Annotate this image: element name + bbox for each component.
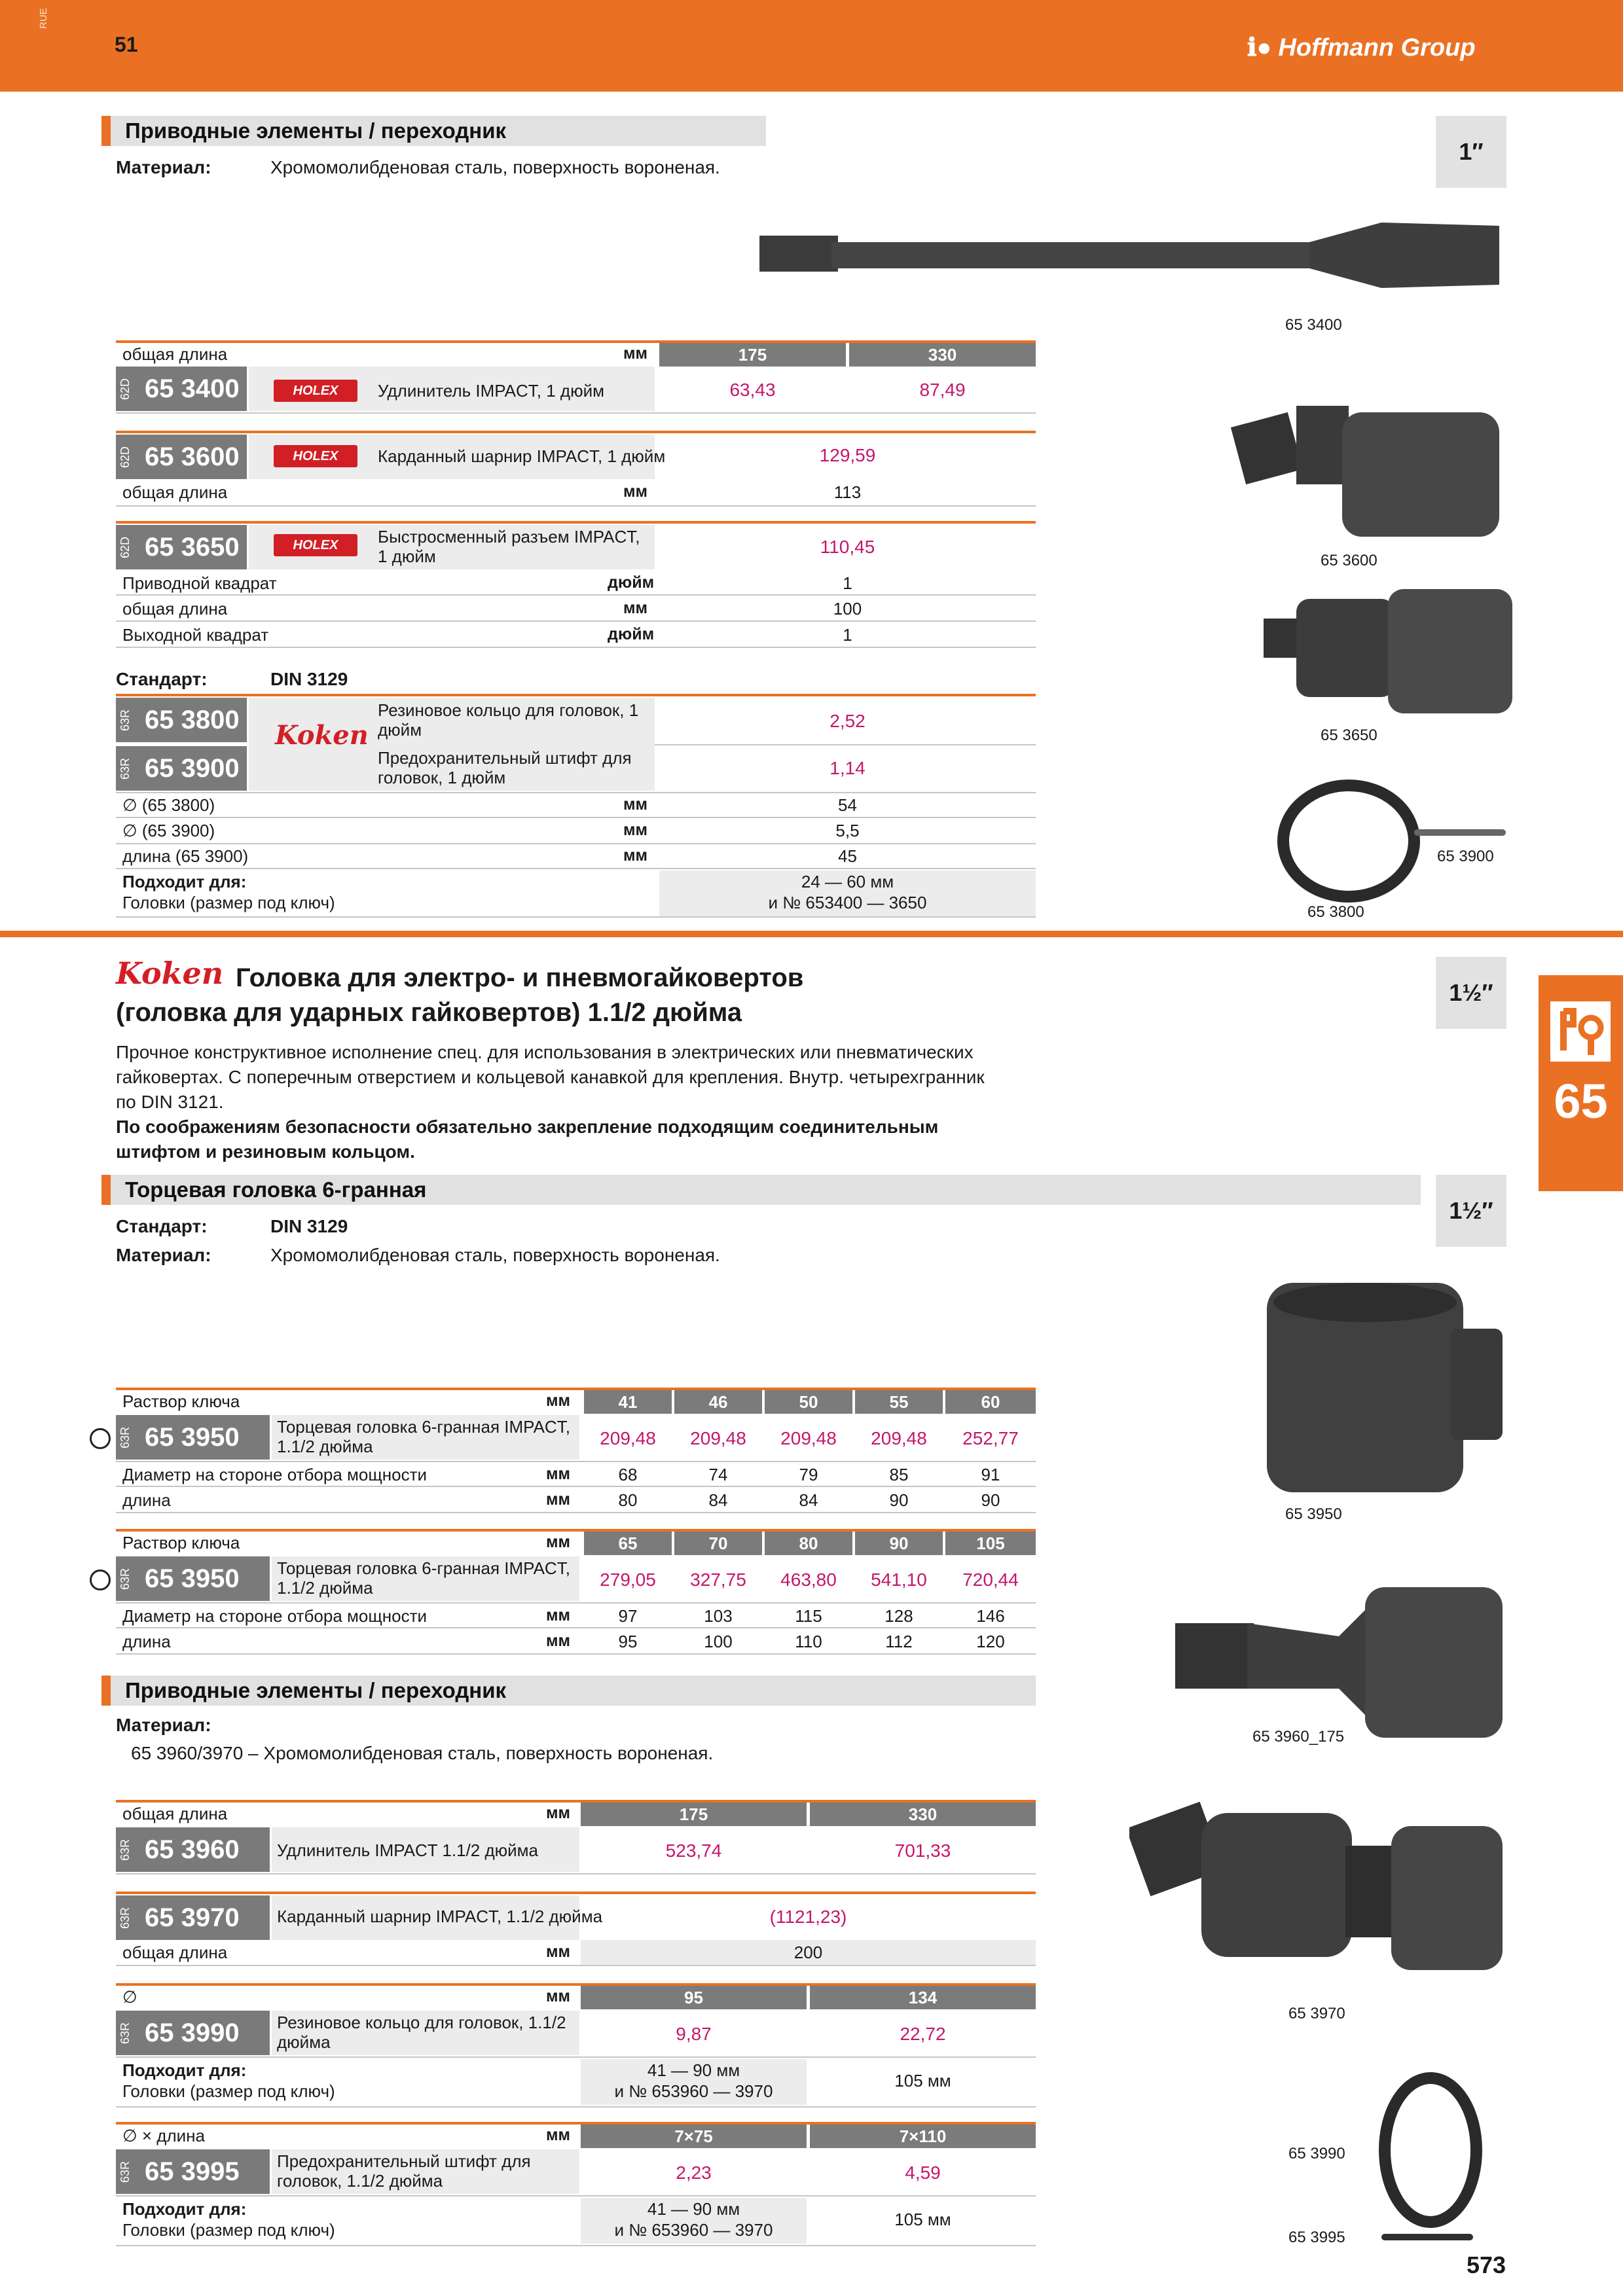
price: 209,48 xyxy=(780,1428,837,1448)
universal-joint-image xyxy=(1218,373,1506,550)
spec-value: 84 xyxy=(708,1490,728,1510)
article-desc: Торцевая головка 6-гранная IMPACT, 1.1/2 дюйма xyxy=(277,1417,570,1456)
col-size: 55 xyxy=(855,1390,943,1414)
fits-label: Подходит для: xyxy=(122,2060,247,2080)
article-category: 63R xyxy=(119,1568,132,1590)
row-divider xyxy=(116,1965,1036,1966)
row-divider xyxy=(116,817,1036,818)
row-divider xyxy=(116,2195,1036,2197)
image-caption-653995: 65 3995 xyxy=(1288,2229,1345,2246)
row-divider xyxy=(116,843,1036,844)
holex-brand-logo: HOLEX xyxy=(274,445,357,467)
article-number: 65 3990 xyxy=(145,2018,240,2047)
col-size: 46 xyxy=(674,1390,762,1414)
row-divider xyxy=(116,1627,1036,1628)
select-radio[interactable] xyxy=(90,1428,111,1449)
price: 279,05 xyxy=(600,1570,656,1590)
article-category: 62D xyxy=(119,536,132,558)
fits-value-3: 105 мм xyxy=(894,2071,951,2090)
unit-mm: мм xyxy=(623,795,647,814)
article-653900[interactable] xyxy=(116,746,247,791)
koken-brand-logo: Koken xyxy=(116,956,224,991)
standard-value: DIN 3129 xyxy=(270,1216,348,1236)
image-caption-653970: 65 3970 xyxy=(1288,2005,1345,2022)
unit-mm: мм xyxy=(623,599,647,617)
header-band xyxy=(0,0,1623,92)
spec-value: 90 xyxy=(889,1490,909,1510)
row-divider xyxy=(116,1461,1036,1462)
fits-value-1: 24 — 60 мм xyxy=(801,872,894,891)
unit-mm: мм xyxy=(546,1987,570,2005)
spec-value: 85 xyxy=(889,1465,909,1484)
unit-mm: мм xyxy=(623,344,647,363)
article-number: 65 3970 xyxy=(145,1903,240,1932)
row-divider xyxy=(116,868,1036,869)
col-label: Раствор ключа xyxy=(122,1391,240,1411)
row-divider xyxy=(116,505,1036,507)
logo-mark-icon: ℹ● xyxy=(1247,34,1272,62)
spec-label: длина xyxy=(122,1490,171,1510)
unit-mm: мм xyxy=(623,482,647,501)
material-value: Хромомолибденовая сталь, поверхность вороненая. xyxy=(270,157,720,177)
spec-label: ∅ (65 3800) xyxy=(122,795,215,815)
spec-value: 95 xyxy=(618,1632,638,1651)
unit-mm: мм xyxy=(546,1465,570,1483)
article-desc: Предохранительный штифт для головок, 1 дюйм xyxy=(378,748,632,787)
article-number: 65 3650 xyxy=(145,533,240,562)
extension-1-5in-image xyxy=(1169,1577,1509,1748)
image-caption-653400: 65 3400 xyxy=(1285,316,1342,334)
row-divider xyxy=(116,1653,1036,1655)
col-size: 105 xyxy=(945,1532,1036,1555)
fits-sub: Головки (размер под ключ) xyxy=(122,2220,335,2240)
fits-value-2: и № 653960 — 3970 xyxy=(614,2081,773,2101)
spec-label: общая длина xyxy=(122,482,228,502)
safety-note-2: штифтом и резиновым кольцом. xyxy=(116,1141,415,1162)
spec-value: 128 xyxy=(884,1606,913,1626)
retaining-pin-image xyxy=(1414,826,1506,839)
section-number: 51 xyxy=(115,33,138,56)
tools-icon xyxy=(1550,1001,1611,1062)
price-175: 63,43 xyxy=(729,380,776,400)
article-653950[interactable] xyxy=(116,1415,270,1460)
unit-inch: дюйм xyxy=(608,625,655,643)
spec-value: 113 xyxy=(833,482,862,502)
select-radio[interactable] xyxy=(90,1570,111,1590)
col-size: 90 xyxy=(855,1532,943,1555)
unit-mm: мм xyxy=(546,1490,570,1509)
row-top-rule xyxy=(116,521,1036,524)
article-number: 65 3400 xyxy=(145,374,240,403)
article-desc: Карданный шарнир IMPACT, 1 дюйм xyxy=(378,446,666,466)
fits-label: Подходит для: xyxy=(122,872,247,891)
size-badge-1-5in: 1½″ xyxy=(1436,1175,1506,1247)
article-category: 63R xyxy=(119,1426,132,1448)
col-size: 80 xyxy=(765,1532,852,1555)
spec-value: 1 xyxy=(843,573,852,593)
col-size: 41 xyxy=(584,1390,672,1414)
size-badge-1in: 1″ xyxy=(1436,116,1506,188)
row-divider xyxy=(655,744,1036,745)
image-caption-653600: 65 3600 xyxy=(1321,552,1377,569)
spec-label: общая длина xyxy=(122,599,228,619)
article-desc: Предохранительный штифт для головок, 1.1/2 дюйма xyxy=(277,2151,531,2191)
article-category: 62D xyxy=(119,378,132,400)
desc-line-1: Прочное конструктивное исполнение спец. для использования в электрических или пневматических xyxy=(116,1042,974,1062)
article-653400[interactable] xyxy=(116,367,247,411)
extension-bar-image xyxy=(753,196,1506,314)
chapter-tab[interactable] xyxy=(1539,975,1623,1191)
spec-value: 112 xyxy=(885,1632,913,1651)
price: 129,59 xyxy=(819,445,876,465)
row-top-rule xyxy=(116,694,1036,696)
table-header-sizes xyxy=(116,1388,1036,1411)
spec-value: 103 xyxy=(704,1606,733,1626)
col-size-7x75: 7×75 xyxy=(581,2125,807,2148)
price: 463,80 xyxy=(780,1570,837,1590)
article-desc: Удлинитель IMPACT, 1 дюйм xyxy=(378,381,604,401)
col-label: Раствор ключа xyxy=(122,1533,240,1552)
price: 209,48 xyxy=(600,1428,656,1448)
table-header-length xyxy=(116,1800,1036,1823)
fits-value-1: 41 — 90 мм xyxy=(647,2199,740,2219)
spec-value: 115 xyxy=(795,1606,822,1626)
price: 209,48 xyxy=(871,1428,927,1448)
spec-label: Диаметр на стороне отбора мощности xyxy=(122,1465,428,1484)
fits-value-2: и № 653960 — 3970 xyxy=(614,2220,773,2240)
col-length-175: 175 xyxy=(581,1803,807,1826)
row-divider xyxy=(116,2056,1036,2058)
article-number: 65 3960 xyxy=(145,1835,240,1864)
section-title-drive-1-5in: Приводные элементы / переходник xyxy=(101,1676,1036,1706)
article-category: 63R xyxy=(119,709,132,731)
article-653600[interactable] xyxy=(116,435,247,479)
product-title-2: (головка для ударных гайковертов) 1.1/2 дюйма xyxy=(116,998,742,1027)
adapter-image xyxy=(1250,586,1512,717)
image-caption-653990: 65 3990 xyxy=(1288,2145,1345,2162)
col-size-7x110: 7×110 xyxy=(810,2125,1036,2148)
language-code: RUE xyxy=(38,8,49,29)
spec-value: 45 xyxy=(838,846,857,866)
koken-brand-logo: Koken xyxy=(275,720,369,751)
col-length-175: 175 xyxy=(659,343,846,367)
price: 209,48 xyxy=(690,1428,746,1448)
article-desc: Быстросменный разъем IMPACT, 1 дюйм xyxy=(378,527,640,566)
spec-value: 100 xyxy=(833,599,862,619)
universal-joint-1-5in-image xyxy=(1129,1787,1509,1983)
standard-label: Стандарт: xyxy=(116,669,208,689)
col-label: ∅ xyxy=(122,1987,137,2007)
table-header-length xyxy=(116,340,1036,364)
image-caption-653650: 65 3650 xyxy=(1321,726,1377,744)
article-number: 65 3950 xyxy=(145,1423,240,1452)
unit-mm: мм xyxy=(546,2126,570,2144)
article-number: 65 3950 xyxy=(145,1564,240,1593)
article-desc: Резиновое кольцо для головок, 1 дюйм xyxy=(378,700,639,740)
price-330: 87,49 xyxy=(919,380,966,400)
price: 541,10 xyxy=(871,1570,927,1590)
row-divider xyxy=(116,792,1036,793)
spec-value: 90 xyxy=(981,1490,1000,1510)
table-header-sizes xyxy=(116,1529,1036,1552)
row-divider xyxy=(116,1486,1036,1487)
fits-sub: Головки (размер под ключ) xyxy=(122,893,335,912)
unit-mm: мм xyxy=(623,821,647,839)
spec-value: 79 xyxy=(799,1465,818,1484)
fits-value-2: и № 653400 — 3650 xyxy=(768,893,927,912)
standard-value: DIN 3129 xyxy=(270,669,348,689)
spec-value: 54 xyxy=(838,795,857,815)
row-divider xyxy=(116,916,1036,918)
unit-mm: мм xyxy=(546,1804,570,1822)
spec-value: 80 xyxy=(618,1490,638,1510)
safety-note-1: По соображениям безопасности обязательно закрепление подходящим соединительным xyxy=(116,1117,939,1137)
article-653650[interactable] xyxy=(116,525,247,569)
spec-value: 5,5 xyxy=(835,821,860,840)
row-divider xyxy=(116,620,1036,622)
price-7x75: 2,23 xyxy=(676,2162,712,2183)
image-caption-653950: 65 3950 xyxy=(1285,1505,1342,1523)
price-175: 523,74 xyxy=(665,1840,722,1861)
holex-brand-logo: HOLEX xyxy=(274,534,357,556)
spec-value: 1 xyxy=(843,625,852,645)
unit-mm: мм xyxy=(546,1632,570,1650)
logo-text: Hoffmann Group xyxy=(1278,34,1476,62)
price: 252,77 xyxy=(962,1428,1019,1448)
price-95: 9,87 xyxy=(676,2024,712,2044)
spec-label: длина xyxy=(122,1632,171,1651)
row-divider xyxy=(116,2106,1036,2108)
spec-label: общая длина xyxy=(122,1943,228,1962)
spec-label: Приводной квадрат xyxy=(122,573,277,593)
article-number: 65 3995 xyxy=(145,2157,240,2186)
spec-value: 110 xyxy=(795,1632,822,1651)
price: 1,14 xyxy=(830,758,866,778)
spec-label: Диаметр на стороне отбора мощности xyxy=(122,1606,428,1626)
col-dia-134: 134 xyxy=(810,1986,1036,2009)
price: 2,52 xyxy=(830,711,866,731)
row-divider xyxy=(116,2245,1036,2246)
col-size: 50 xyxy=(765,1390,852,1414)
material-value: Хромомолибденовая сталь, поверхность вороненая. xyxy=(270,1245,720,1265)
article-category: 63R xyxy=(119,757,132,780)
col-length-330: 330 xyxy=(849,343,1036,367)
col-dia-95: 95 xyxy=(581,1986,807,2009)
fits-sub: Головки (размер под ключ) xyxy=(122,2081,335,2101)
material-label: Материал: xyxy=(116,1715,211,1735)
rubber-ring-image xyxy=(1277,776,1421,906)
row-top-rule xyxy=(116,1892,1036,1894)
spec-label: Выходной квадрат xyxy=(122,625,269,645)
material-label: Материал: xyxy=(116,157,211,177)
article-category: 62D xyxy=(119,446,132,468)
spec-value: 97 xyxy=(618,1606,638,1626)
col-size: 65 xyxy=(584,1532,672,1555)
col-label: общая длина xyxy=(122,1804,228,1823)
size-badge-1-5in: 1½″ xyxy=(1436,957,1506,1029)
chapter-number: 65 xyxy=(1554,1074,1608,1128)
company-logo xyxy=(1247,33,1476,62)
article-653995[interactable] xyxy=(116,2149,270,2194)
spec-value: 100 xyxy=(704,1632,733,1651)
spec-value: 68 xyxy=(618,1465,638,1484)
price-134: 22,72 xyxy=(900,2024,946,2044)
page-number: 573 xyxy=(1467,2251,1506,2278)
table-header-diameter xyxy=(116,1983,1036,2007)
col-size: 60 xyxy=(945,1390,1036,1414)
article-desc: Торцевая головка 6-гранная IMPACT, 1.1/2 дюйма xyxy=(277,1558,570,1598)
desc-line-3: по DIN 3121. xyxy=(116,1092,224,1112)
price-330: 701,33 xyxy=(894,1840,951,1861)
price: (1121,23) xyxy=(769,1907,847,1927)
material-label: Материал: xyxy=(116,1245,211,1265)
product-title-1: Головка для электро- и пневмогайковертов xyxy=(236,963,804,992)
price: 327,75 xyxy=(690,1570,746,1590)
standard-label: Стандарт: xyxy=(116,1216,208,1236)
row-divider xyxy=(116,1602,1036,1604)
impact-socket-image xyxy=(1260,1276,1509,1499)
unit-inch: дюйм xyxy=(608,573,655,592)
image-caption-653800: 65 3800 xyxy=(1307,903,1364,921)
material-value: 65 3960/3970 – Хромомолибденовая сталь, поверхность вороненая. xyxy=(131,1743,714,1763)
article-number: 65 3600 xyxy=(145,442,240,471)
price-7x110: 4,59 xyxy=(905,2162,941,2183)
fits-value-3: 105 мм xyxy=(894,2210,951,2229)
row-divider xyxy=(116,1873,1036,1874)
fits-value-1: 41 — 90 мм xyxy=(647,2060,740,2080)
article-desc: Карданный шарнир IMPACT, 1.1/2 дюйма xyxy=(277,1907,603,1926)
section-divider xyxy=(0,931,1623,937)
unit-mm: мм xyxy=(546,1533,570,1551)
image-caption-653960: 65 3960_175 xyxy=(1252,1728,1345,1746)
section-title-drive-1in: Приводные элементы / переходник xyxy=(101,116,766,146)
spec-label: длина (65 3900) xyxy=(122,846,249,866)
article-number: 65 3900 xyxy=(145,754,240,783)
article-653970[interactable] xyxy=(116,1895,270,1940)
article-category: 63R xyxy=(119,2022,132,2044)
col-size: 70 xyxy=(674,1532,762,1555)
article-category: 63R xyxy=(119,1839,132,1861)
price: 110,45 xyxy=(820,537,875,557)
spec-label: ∅ (65 3900) xyxy=(122,821,215,840)
article-category: 63R xyxy=(119,2161,132,2183)
desc-line-2: гайковертах. С поперечным отверстием и кольцевой канавкой для крепления. Внутр. четырехгранник xyxy=(116,1067,985,1087)
article-653960[interactable] xyxy=(116,1827,270,1872)
spec-value: 146 xyxy=(976,1606,1005,1626)
price: 720,44 xyxy=(962,1570,1019,1590)
unit-mm: мм xyxy=(623,846,647,865)
spec-value: 200 xyxy=(793,1943,823,1962)
table-header-dia-length xyxy=(116,2122,1036,2145)
row-divider xyxy=(116,594,1036,596)
row-divider xyxy=(116,1512,1036,1513)
row-top-rule xyxy=(116,431,1036,433)
retaining-pin-1-5in-image xyxy=(1381,2232,1473,2242)
spec-value: 84 xyxy=(799,1490,818,1510)
spec-value: 74 xyxy=(708,1465,728,1484)
row-divider xyxy=(116,412,1036,414)
image-caption-653900: 65 3900 xyxy=(1437,848,1494,865)
col-label: ∅ × длина xyxy=(122,2126,205,2145)
article-desc: Удлинитель IMPACT 1.1/2 дюйма xyxy=(277,1840,539,1860)
row-divider xyxy=(116,647,1036,648)
unit-mm: мм xyxy=(546,1943,570,1961)
unit-mm: мм xyxy=(546,1391,570,1410)
col-label: общая длина xyxy=(122,344,228,364)
spec-value: 120 xyxy=(976,1632,1005,1651)
article-number: 65 3800 xyxy=(145,706,240,734)
article-653800[interactable] xyxy=(116,698,247,742)
article-653990[interactable] xyxy=(116,2011,270,2055)
holex-brand-logo: HOLEX xyxy=(274,380,357,402)
unit-mm: мм xyxy=(546,1606,570,1624)
article-desc: Резиновое кольцо для головок, 1.1/2 дюйма xyxy=(277,2013,566,2052)
fits-label: Подходит для: xyxy=(122,2199,247,2219)
article-category: 63R xyxy=(119,1907,132,1929)
spec-value: 91 xyxy=(981,1465,1000,1484)
section-title-socket: Торцевая головка 6-гранная xyxy=(101,1175,1421,1205)
article-653950[interactable] xyxy=(116,1556,270,1601)
col-length-330: 330 xyxy=(810,1803,1036,1826)
rubber-ring-1-5in-image xyxy=(1375,2068,1486,2232)
